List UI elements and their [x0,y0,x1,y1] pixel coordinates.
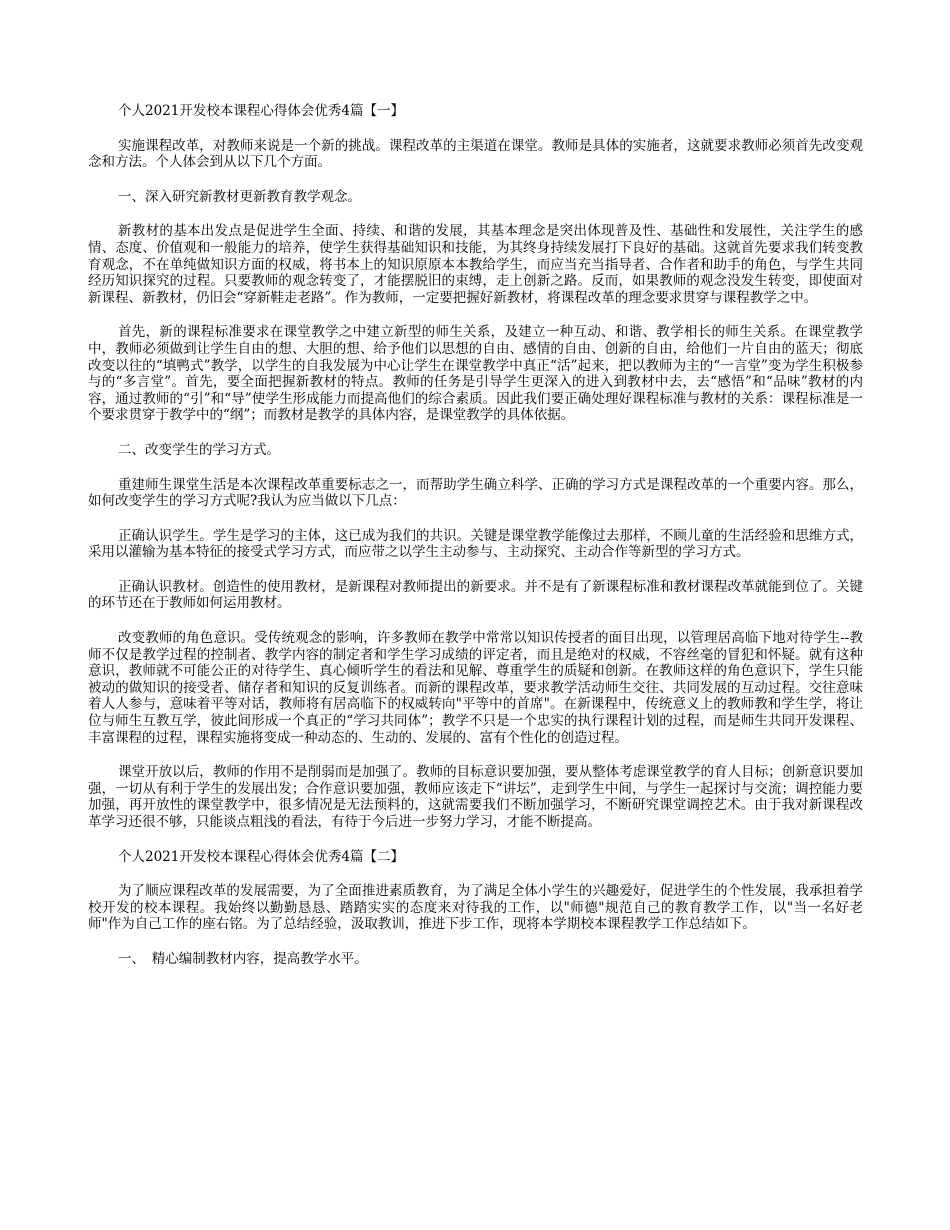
document-body [88,103,863,986]
paragraph-know-materials: 正确认识教材。创造性的使用教材，是新课程对教师提出的新要求。并不是有了新课程标准和教材课程改革就能到位了。关键的环节还在于教师如何运用教材。 [88,578,863,612]
paragraph-school-curriculum: 为了顺应课程改革的发展需要，为了全面推进素质教育，为了满足全体小学生的兴趣爱好，促进学生的个性发展，我承担着学校开发的校本课程。我始终以勤勤恳恳、踏踏实实的态度来对待我的工作，以"师德"规范自己的教育教学工作，以"当一名好老师"作为自己工作的座右铭。为了总结经验，汲取教训，推进下步工作，现将本学期校本课程教学工作总结如下。 [88,883,863,933]
paragraph-new-materials: 新教材的基本出发点是促进学生全面、持续、和谐的发展，其基本理念是突出体现普及性、基础性和发展性，关注学生的感情、态度、价值观和一般能力的培养，使学生获得基础知识和技能，为其终身持续发展打下良好的基础。这就首先要求我们转变教育观念，不在单纯做知识方面的权威，将书本上的知识原原本本教给学生，而应当充当指导者、合作者和助手的角色，与学生共同经历知识探究的过程。只要教师的观念转变了，才能摆脱旧的束缚，走上创新之路。反而，如果教师的观念没发生转变，即使面对新课程、新教材，仍旧会“穿新鞋走老路”。作为教师，一定要把握好新教材，将课程改革的理念要求贯穿与课程教学之中。 [88,223,863,306]
subheading-2: 二、改变学生的学习方式。 [118,441,280,458]
paragraph-teacher-role: 改变教师的角色意识。受传统观念的影响，许多教师在教学中常常以知识传授者的面目出现，以管理居高临下地对待学生--教师不仅是教学过程的控制者、教学内容的制定者和学生学习成绩的评定者，而且是绝对的权威，不容丝毫的冒犯和怀疑。就有这种意识，教师就不可能公正的对待学生、真心倾听学生的看法和见解、尊重学生的质疑和创新。在教师这样的角色意识下，学生只能被动的做知识的接受者、储存者和知识的反复训练者。而新的课程改革，要求教学活动师生交往、共同发展的互动过程。交往意味着人人参与，意味着平等对话，教师将有居高临下的权威转向"平等中的首席"。在新课程中，传统意义上的教师教和学生学，将让位与师生互教互学，彼此间形成一个真正的“学习共同体”；教学不只是一个忠实的执行课程计划的过程，而是师生共同开发课程、丰富课程的过程，课程实施将变成一种动态的、生动的、发展的、富有个性化的创造过程。 [88,630,863,746]
subheading-3: 一、 精心编制教材内容，提高教学水平。 [118,950,368,967]
paragraph-learning-style: 重建师生课堂生活是本次课程改革重要标志之一，而帮助学生确立科学、正确的学习方式是课程改革的一个重要内容。那么，如何改变学生的学习方式呢?我认为应当做以下几点： [88,476,863,510]
section-heading-2: 个人2021开发校本课程心得体会优秀4篇【二】 [118,848,404,865]
paragraph-open-classroom: 课堂开放以后，教师的作用不是削弱而是加强了。教师的目标意识要加强，要从整体考虑课堂教学的育人目标；创新意识要加强，一切从有利于学生的发展出发；合作意识要加强，教师应该走下“讲坛”，走到学生中间，与学生一起探讨与交流；调控能力要加强，再开放性的课堂教学中，很多情况是无法预料的，这就需要我们不断加强学习，不断研究课堂调控艺术。由于我对新课程改革学习还很不够，只能谈点粗浅的看法，有待于今后进一步努力学习，才能不断提高。 [88,764,863,830]
paragraph-intro: 实施课程改革，对教师来说是一个新的挑战。课程改革的主渠道在课堂。教师是具体的实施者，这就要求教师必须首先改变观念和方法。个人体会到从以下几个方面。 [88,137,863,171]
section-heading-1: 个人2021开发校本课程心得体会优秀4篇【一】 [118,103,404,119]
subheading-1: 一、深入研究新教材更新教育教学观念。 [118,188,361,205]
paragraph-teacher-student-relation: 首先，新的课程标准要求在课堂教学之中建立新型的师生关系，及建立一种互动、和谐、教学相长的师生关系。在课堂教学中，教师必须做到让学生自由的想、大胆的想、给予他们以思想的自由、感情的自由、创新的自由，给他们一片自由的蓝天；彻底改变以往的“填鸭式”教学，以学生的自我发展为中心让学生在课堂教学中真正“活”起来，把以教师为主的“一言堂”变为学生积极参与的“多言堂”。首先，要全面把握新教材的特点。教师的任务是引导学生更深入的进入到教材中去，去“感悟”和“品味”教材的内容，通过教师的“引”和“导”使学生形成能力而提高他们的综合素质。因此我们要正确处理好课程标准与教材的关系：课程标准是一个要求贯穿于教学中的“纲”；而教材是教学的具体内容，是课堂教学的具体依据。 [88,324,863,424]
paragraph-know-students: 正确认识学生。学生是学习的主体，这已成为我们的共识。关键是课堂教学能像过去那样，不顾儿童的生活经验和思维方式，采用以灌输为基本特征的接受式学习方式，而应带之以学生主动参与、主动探究、主动合作等新型的学习方式。 [88,527,863,561]
